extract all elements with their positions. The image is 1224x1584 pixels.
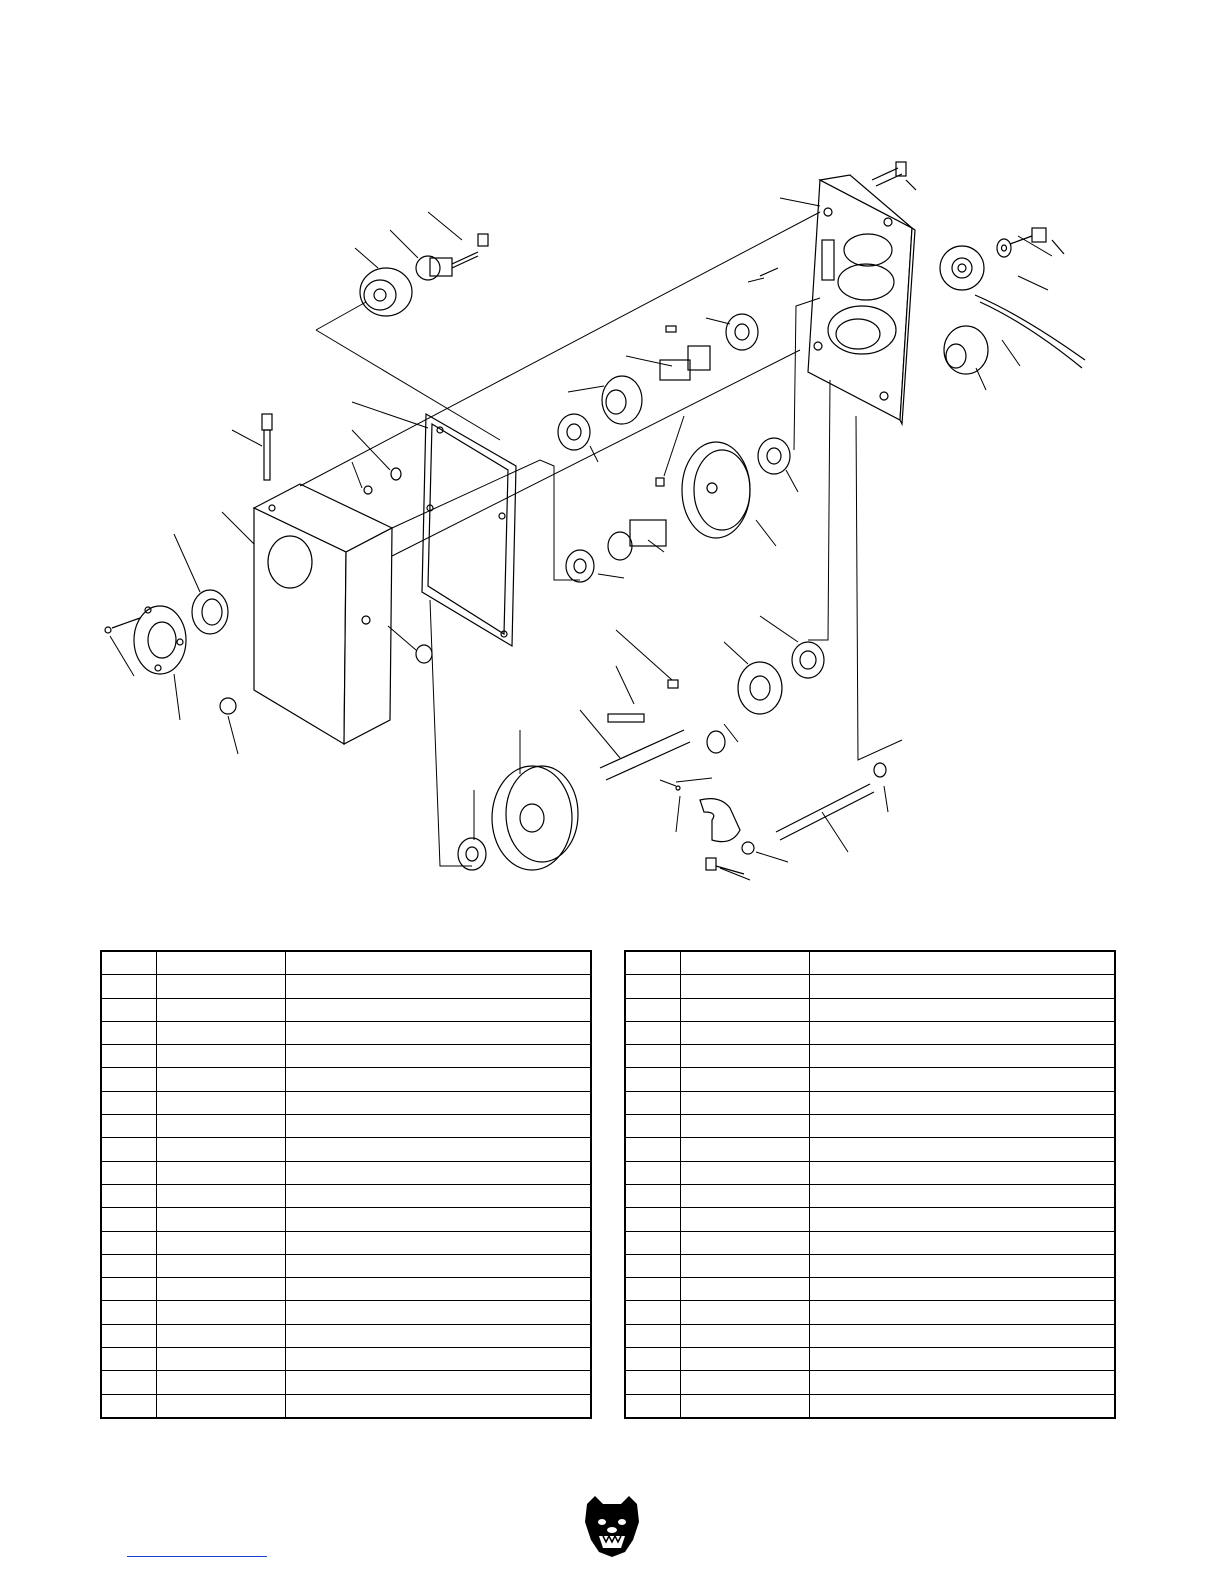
part-number-cell xyxy=(681,998,810,1021)
table-row xyxy=(625,1115,1115,1138)
description-cell xyxy=(286,1371,592,1394)
table-row xyxy=(625,998,1115,1021)
part-number-cell xyxy=(157,1138,286,1161)
description-cell xyxy=(810,1254,1116,1277)
table-row xyxy=(101,1184,591,1207)
description-cell xyxy=(286,1184,592,1207)
ref-cell xyxy=(101,1231,157,1254)
description-cell xyxy=(810,1208,1116,1231)
table-row xyxy=(625,1068,1115,1091)
part-number-cell xyxy=(681,1045,810,1068)
bearing xyxy=(458,838,486,870)
part-number-cell xyxy=(157,975,286,998)
part-number-cell xyxy=(157,1371,286,1394)
ref-cell xyxy=(101,1138,157,1161)
description-cell xyxy=(810,998,1116,1021)
description-cell xyxy=(810,1348,1116,1371)
table-row xyxy=(101,1301,591,1324)
shift-rod xyxy=(776,784,874,840)
description-cell xyxy=(810,975,1116,998)
table-row xyxy=(625,1254,1115,1277)
description-cell xyxy=(286,1045,592,1068)
part-number-cell xyxy=(681,1184,810,1207)
ref-cell xyxy=(101,951,157,975)
ref-cell xyxy=(625,1324,681,1347)
ref-cell xyxy=(625,975,681,998)
knob xyxy=(944,326,988,374)
description-cell xyxy=(286,1278,592,1301)
ref-cell xyxy=(625,1394,681,1418)
table-row xyxy=(625,1138,1115,1161)
ref-cell xyxy=(625,1231,681,1254)
bull-gear xyxy=(492,766,578,870)
table-row xyxy=(625,1021,1115,1044)
table-row xyxy=(101,1045,591,1068)
ref-cell xyxy=(101,1208,157,1231)
ref-cell xyxy=(625,1161,681,1184)
part-number-cell xyxy=(157,1231,286,1254)
description-cell xyxy=(810,1324,1116,1347)
drive-chain xyxy=(975,295,1085,368)
table-row xyxy=(101,1021,591,1044)
ref-cell xyxy=(625,1278,681,1301)
long-cap-screw xyxy=(262,414,272,480)
table-row xyxy=(625,1278,1115,1301)
description-cell xyxy=(286,1161,592,1184)
part-number-cell xyxy=(157,1068,286,1091)
hex-bolt xyxy=(1010,228,1064,254)
ref-cell xyxy=(101,1394,157,1418)
ref-cell xyxy=(101,1254,157,1277)
gearbox-cover-plate xyxy=(808,175,915,424)
bearing xyxy=(726,314,758,350)
table-row xyxy=(101,1371,591,1394)
table-row xyxy=(625,975,1115,998)
part-number-cell xyxy=(157,1045,286,1068)
part-number-cell xyxy=(157,1208,286,1231)
description-cell xyxy=(810,951,1116,975)
ref-cell xyxy=(625,1045,681,1068)
bearing xyxy=(566,550,594,582)
description-cell xyxy=(286,1324,592,1347)
fork-screw xyxy=(706,858,744,874)
parts-list-table-left xyxy=(100,950,592,1419)
cap-screw xyxy=(872,162,916,190)
table-row xyxy=(625,1324,1115,1347)
table-row xyxy=(625,1208,1115,1231)
ref-cell xyxy=(101,1301,157,1324)
description-cell xyxy=(810,1068,1116,1091)
ref-cell xyxy=(625,1138,681,1161)
table-row xyxy=(625,1231,1115,1254)
ref-cell xyxy=(101,1324,157,1347)
part-number-cell xyxy=(157,1115,286,1138)
ref-cell xyxy=(101,1371,157,1394)
description-cell xyxy=(286,951,592,975)
ref-cell xyxy=(101,1091,157,1114)
part-number-cell xyxy=(681,1161,810,1184)
table-row xyxy=(625,951,1115,975)
description-cell xyxy=(810,1231,1116,1254)
bear-head-icon xyxy=(581,1494,643,1558)
table-row xyxy=(101,975,591,998)
part-number-cell xyxy=(157,951,286,975)
description-cell xyxy=(286,1068,592,1091)
part-number-cell xyxy=(157,1021,286,1044)
ref-cell xyxy=(625,1115,681,1138)
table-row xyxy=(625,1301,1115,1324)
gasket xyxy=(422,414,516,646)
cluster-gear-shaft xyxy=(608,478,666,560)
part-number-cell xyxy=(157,998,286,1021)
oil-seal xyxy=(192,590,228,634)
bearing xyxy=(558,414,590,450)
bearing-flange xyxy=(134,606,186,674)
table-row xyxy=(101,998,591,1021)
ref-cell xyxy=(625,1091,681,1114)
part-number-cell xyxy=(157,1278,286,1301)
table-row xyxy=(101,1394,591,1418)
small-washer-screw xyxy=(364,468,401,494)
ref-cell xyxy=(101,1184,157,1207)
part-number-cell xyxy=(681,1254,810,1277)
ref-cell xyxy=(625,1371,681,1394)
table-row xyxy=(625,1348,1115,1371)
ref-cell xyxy=(101,1115,157,1138)
ref-cell xyxy=(101,975,157,998)
ref-cell xyxy=(625,1208,681,1231)
description-cell xyxy=(810,1394,1116,1418)
table-row xyxy=(101,1324,591,1347)
table-row xyxy=(101,1348,591,1371)
part-number-cell xyxy=(157,1091,286,1114)
pinion-gear xyxy=(416,234,488,280)
description-cell xyxy=(286,1091,592,1114)
ref-cell xyxy=(625,1184,681,1207)
table-row xyxy=(101,1068,591,1091)
washer xyxy=(997,239,1011,257)
part-number-cell xyxy=(681,975,810,998)
table-row xyxy=(101,1138,591,1161)
table-row xyxy=(625,1161,1115,1184)
table-row xyxy=(625,1184,1115,1207)
description-cell xyxy=(810,1301,1116,1324)
ref-cell xyxy=(101,1068,157,1091)
description-cell xyxy=(810,1138,1116,1161)
description-cell xyxy=(286,998,592,1021)
table-row xyxy=(101,951,591,975)
gear-housing xyxy=(254,484,392,744)
bearing xyxy=(738,662,782,714)
part-number-cell xyxy=(681,1138,810,1161)
part-number-cell xyxy=(157,1394,286,1418)
description-cell xyxy=(286,1301,592,1324)
description-cell xyxy=(286,1138,592,1161)
table-row xyxy=(625,1091,1115,1114)
description-cell xyxy=(286,1208,592,1231)
part-number-cell xyxy=(681,1278,810,1301)
part-number-cell xyxy=(681,951,810,975)
description-cell xyxy=(286,1115,592,1138)
part-number-cell xyxy=(157,1254,286,1277)
part-number-cell xyxy=(157,1324,286,1347)
ref-cell xyxy=(101,1161,157,1184)
splined-shaft xyxy=(660,326,710,380)
shift-fork xyxy=(700,799,754,854)
footer-link-underline[interactable] xyxy=(127,1556,267,1557)
table-row xyxy=(101,1161,591,1184)
part-number-cell xyxy=(681,1348,810,1371)
part-number-cell xyxy=(157,1161,286,1184)
spur-gear xyxy=(602,376,642,424)
bearing xyxy=(360,268,412,316)
description-cell xyxy=(286,1254,592,1277)
ref-cell xyxy=(625,1021,681,1044)
ref-cell xyxy=(625,1254,681,1277)
oil-seal xyxy=(792,642,824,678)
table-row xyxy=(625,1394,1115,1418)
part-number-cell xyxy=(681,1208,810,1231)
part-number-cell xyxy=(681,1115,810,1138)
o-ring xyxy=(874,763,886,777)
ref-cell xyxy=(101,1021,157,1044)
part-number-cell xyxy=(681,1091,810,1114)
description-cell xyxy=(810,1045,1116,1068)
table-row xyxy=(101,1208,591,1231)
ref-cell xyxy=(101,1278,157,1301)
part-number-cell xyxy=(681,1324,810,1347)
table-row xyxy=(625,1371,1115,1394)
part-number-cell xyxy=(157,1348,286,1371)
description-cell xyxy=(810,1278,1116,1301)
table-row xyxy=(625,1045,1115,1068)
description-cell xyxy=(810,1021,1116,1044)
description-cell xyxy=(286,1021,592,1044)
part-number-cell xyxy=(681,1231,810,1254)
table-row xyxy=(101,1278,591,1301)
description-cell xyxy=(286,1231,592,1254)
description-cell xyxy=(286,1348,592,1371)
ref-cell xyxy=(625,1348,681,1371)
part-number-cell xyxy=(681,1371,810,1394)
ref-cell xyxy=(625,1301,681,1324)
bearing xyxy=(758,438,790,474)
part-number-cell xyxy=(681,1068,810,1091)
output-shaft xyxy=(600,680,690,780)
dowel-pin xyxy=(760,268,778,276)
description-cell xyxy=(810,1115,1116,1138)
large-gear xyxy=(682,442,750,538)
ref-cell xyxy=(625,1068,681,1091)
table-row xyxy=(101,1091,591,1114)
ref-cell xyxy=(101,1348,157,1371)
description-cell xyxy=(810,1371,1116,1394)
ref-cell xyxy=(625,998,681,1021)
table-row xyxy=(101,1115,591,1138)
part-number-cell xyxy=(157,1184,286,1207)
part-number-cell xyxy=(157,1301,286,1324)
ref-cell xyxy=(101,1045,157,1068)
part-number-cell xyxy=(681,1394,810,1418)
description-cell xyxy=(286,975,592,998)
table-row xyxy=(101,1231,591,1254)
ref-cell xyxy=(625,951,681,975)
description-cell xyxy=(286,1394,592,1418)
table-row xyxy=(101,1254,591,1277)
sprocket xyxy=(940,246,984,290)
ref-cell xyxy=(101,998,157,1021)
retaining-ring xyxy=(707,731,725,753)
part-number-cell xyxy=(681,1021,810,1044)
description-cell xyxy=(810,1161,1116,1184)
part-number-cell xyxy=(681,1301,810,1324)
description-cell xyxy=(810,1184,1116,1207)
description-cell xyxy=(810,1091,1116,1114)
parts-list-table-right xyxy=(624,950,1116,1419)
